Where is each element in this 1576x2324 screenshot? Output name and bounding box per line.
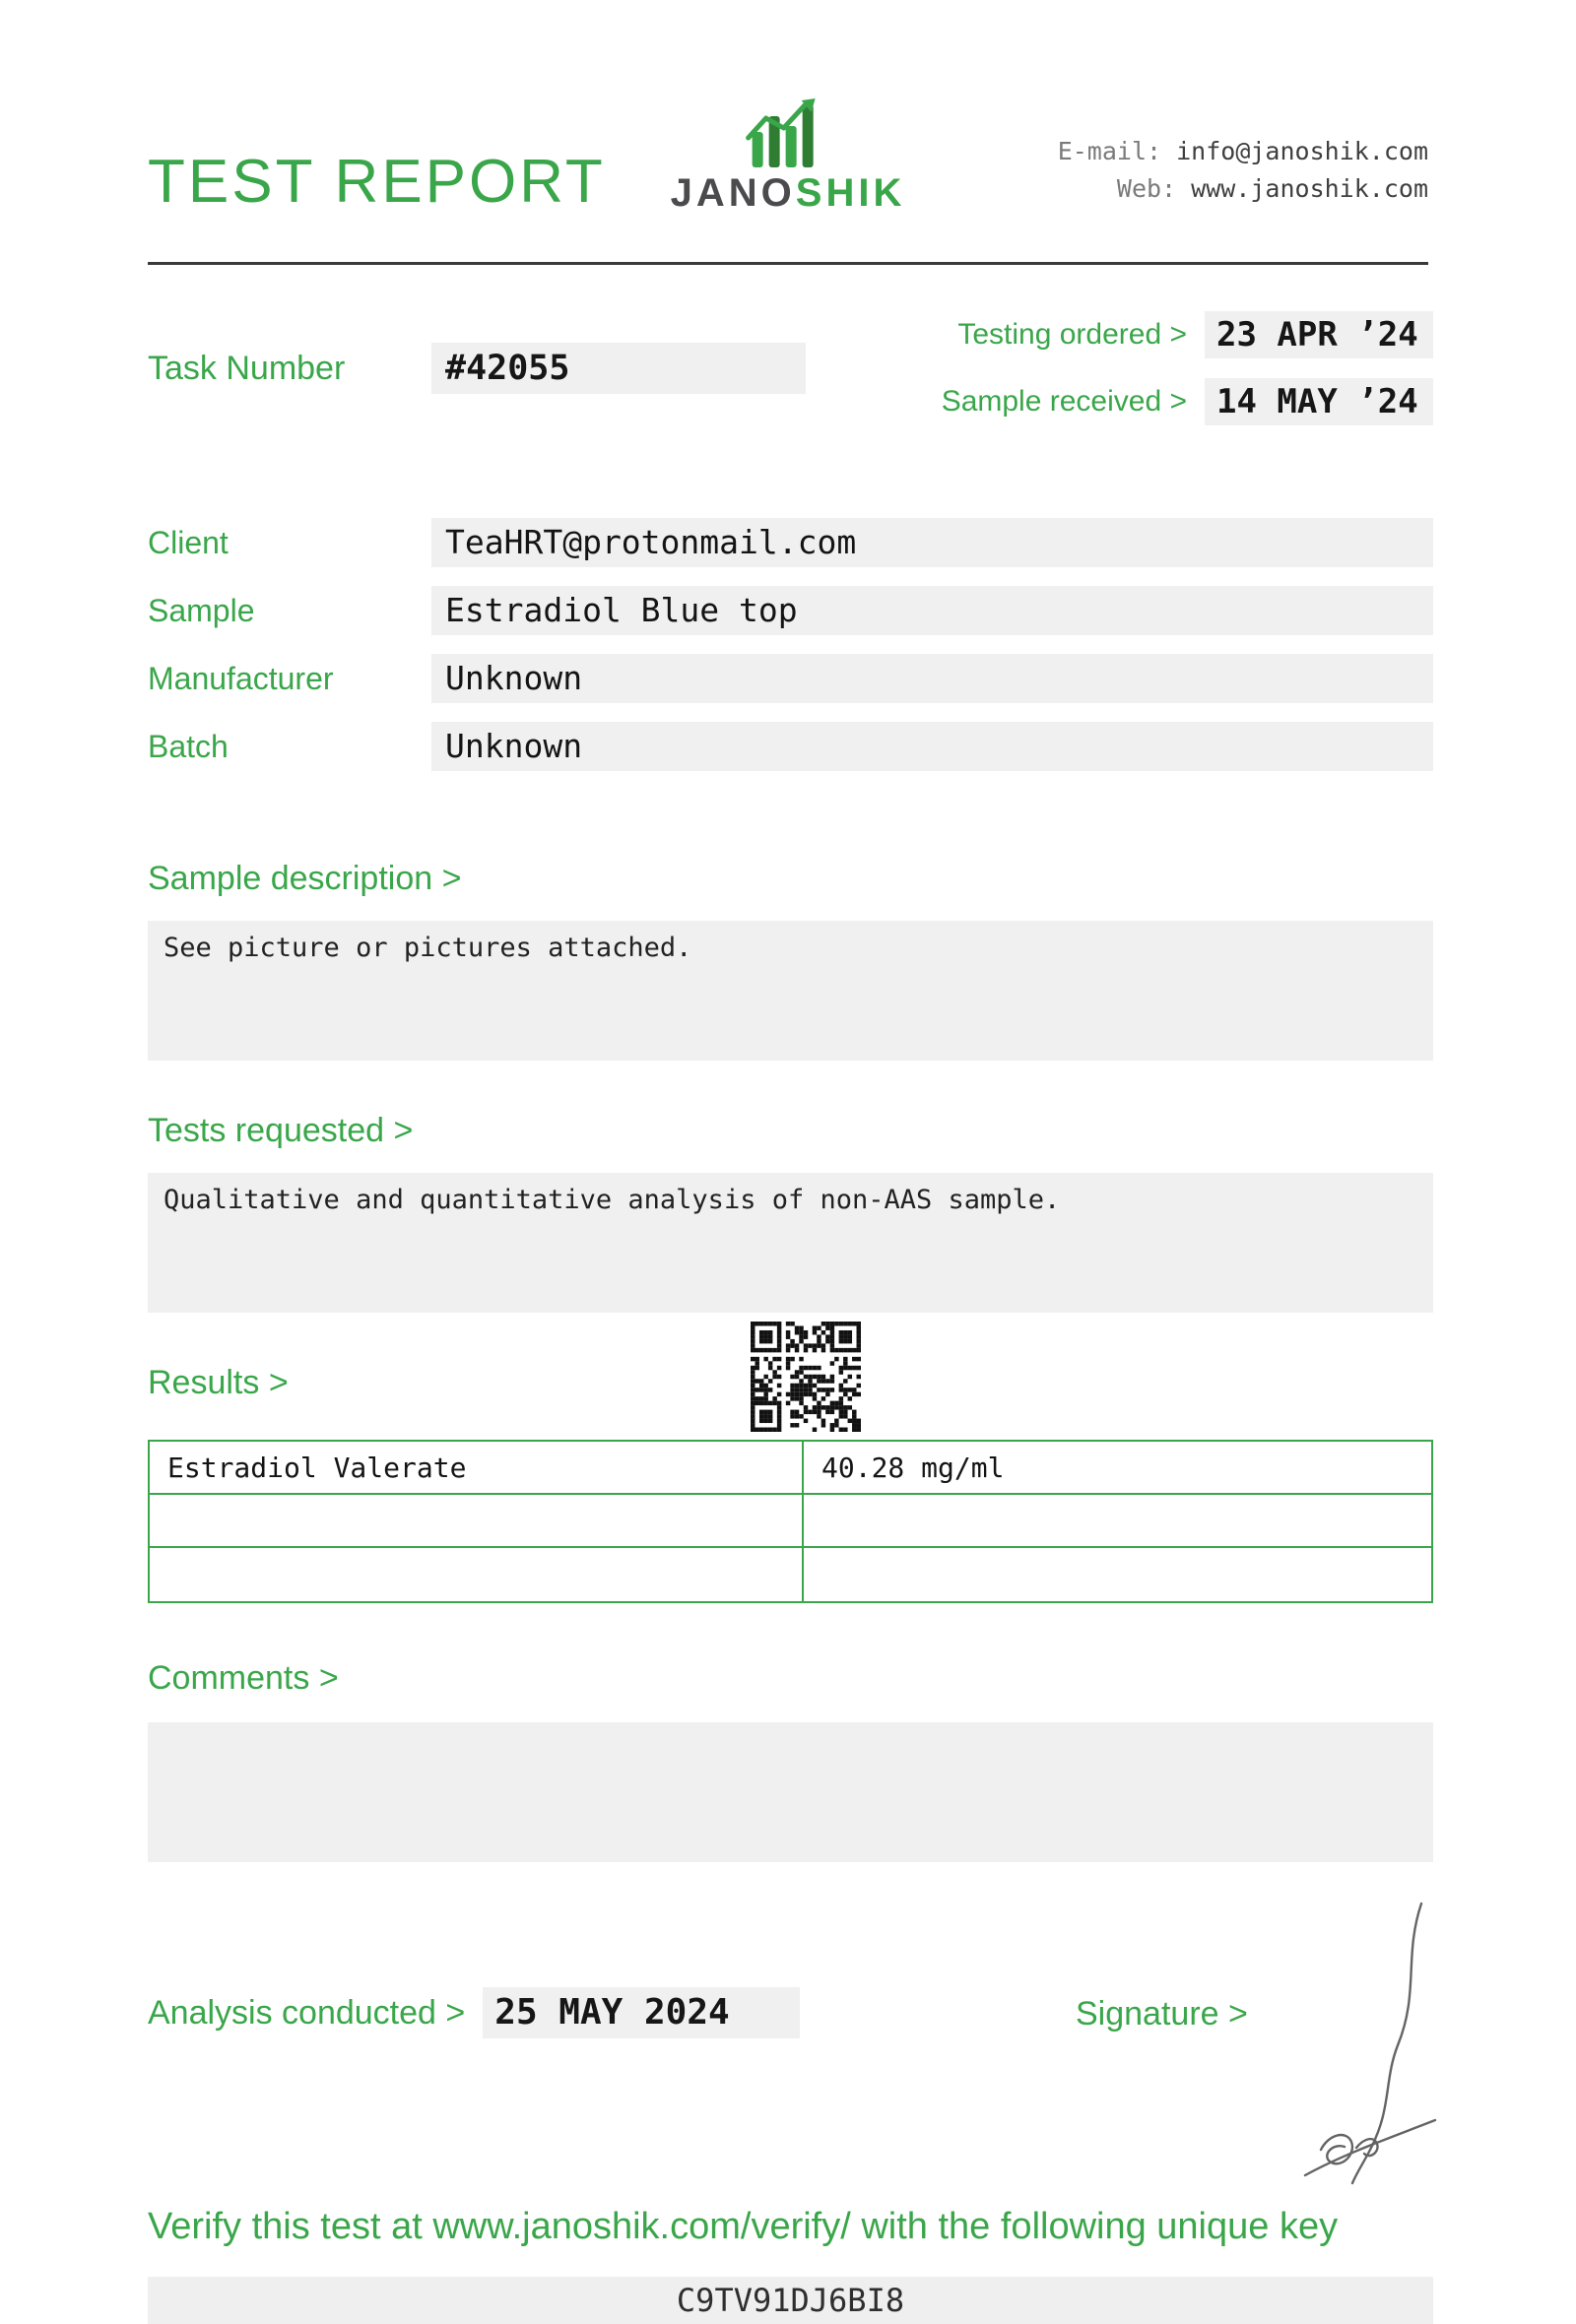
table-row — [150, 1548, 1431, 1601]
task-number-group — [148, 311, 806, 425]
web-value: www.janoshik.com — [1191, 173, 1428, 203]
bar-chart-logo-icon — [743, 98, 833, 167]
tests-requested-section — [148, 1111, 1433, 1313]
verify-instruction: Verify this test at www.janoshik.com/verify/ with the following unique key — [148, 2206, 1339, 2247]
qr-code — [751, 1322, 861, 1432]
table-row — [150, 1495, 1431, 1548]
results-table — [148, 1440, 1433, 1603]
analysis-conducted-label: Analysis conducted > — [148, 1993, 466, 2032]
footer-row — [148, 1987, 1433, 2040]
testing-ordered-label: Testing ordered > — [957, 318, 1187, 351]
contact-email-line — [1058, 133, 1428, 170]
dates-group — [942, 311, 1433, 425]
comments-section — [148, 1658, 1433, 1862]
result-amount — [804, 1548, 1431, 1601]
results-label: Results > — [148, 1364, 289, 1401]
detail-row-batch — [148, 722, 1433, 771]
task-number-label: Task Number — [148, 349, 346, 387]
sample-received-row — [942, 378, 1433, 425]
tests-requested-label: Tests requested > — [148, 1112, 414, 1149]
result-substance: Estradiol Valerate — [150, 1442, 804, 1493]
results-section — [148, 1320, 1433, 1615]
manufacturer-value: Unknown — [431, 654, 1433, 703]
analysis-conducted-value: 25 MAY 2024 — [483, 1987, 800, 2038]
result-substance — [150, 1495, 804, 1546]
batch-value: Unknown — [431, 722, 1433, 771]
task-number-value: #42055 — [431, 343, 806, 394]
unique-key: C9TV91DJ6BI8 — [148, 2277, 1433, 2324]
table-row — [150, 1442, 1431, 1495]
page-title: TEST REPORT — [148, 148, 606, 216]
comments-label: Comments > — [148, 1659, 339, 1697]
manufacturer-label: Manufacturer — [148, 660, 334, 696]
web-label: Web: — [1116, 173, 1192, 203]
result-amount: 40.28 mg/ml — [821, 1452, 1005, 1484]
detail-row-sample — [148, 586, 1433, 635]
email-label: E-mail: — [1057, 137, 1177, 165]
testing-ordered-value: 23 APR ’24 — [1205, 311, 1433, 358]
document-header — [148, 65, 1428, 216]
logo-wordmark — [671, 173, 906, 213]
signature-scribble — [1295, 1896, 1443, 2191]
sample-label: Sample — [148, 592, 255, 628]
sample-description-section — [148, 859, 1433, 1061]
sample-value: Estradiol Blue top — [431, 586, 1433, 635]
contact-info — [1058, 133, 1428, 213]
task-section — [148, 311, 1433, 425]
janoshik-logo — [671, 98, 906, 213]
detail-row-client — [148, 518, 1433, 567]
result-substance — [150, 1548, 804, 1601]
email-value: info@janoshik.com — [1176, 137, 1428, 165]
contact-web-line — [1058, 170, 1428, 208]
sample-description-label: Sample description > — [148, 860, 462, 897]
client-label: Client — [148, 524, 229, 560]
signature-label: Signature > — [1076, 1995, 1248, 2033]
tests-requested-box: Qualitative and quantitative analysis of non-AAS sample. — [148, 1173, 1433, 1313]
sample-received-label: Sample received > — [941, 385, 1187, 418]
logo-wordmark-green: SHIK — [795, 171, 906, 215]
testing-ordered-row — [942, 311, 1433, 358]
result-amount — [804, 1495, 1431, 1546]
logo-wordmark-dark: JANO — [670, 171, 796, 215]
sample-description-box: See picture or pictures attached. — [148, 921, 1433, 1061]
batch-label: Batch — [148, 728, 229, 764]
sample-details-section — [148, 518, 1433, 790]
sample-received-value: 14 MAY ’24 — [1205, 378, 1433, 425]
header-divider — [148, 262, 1428, 265]
client-value: TeaHRT@protonmail.com — [431, 518, 1433, 567]
detail-row-manufacturer — [148, 654, 1433, 703]
comments-box — [148, 1722, 1433, 1862]
